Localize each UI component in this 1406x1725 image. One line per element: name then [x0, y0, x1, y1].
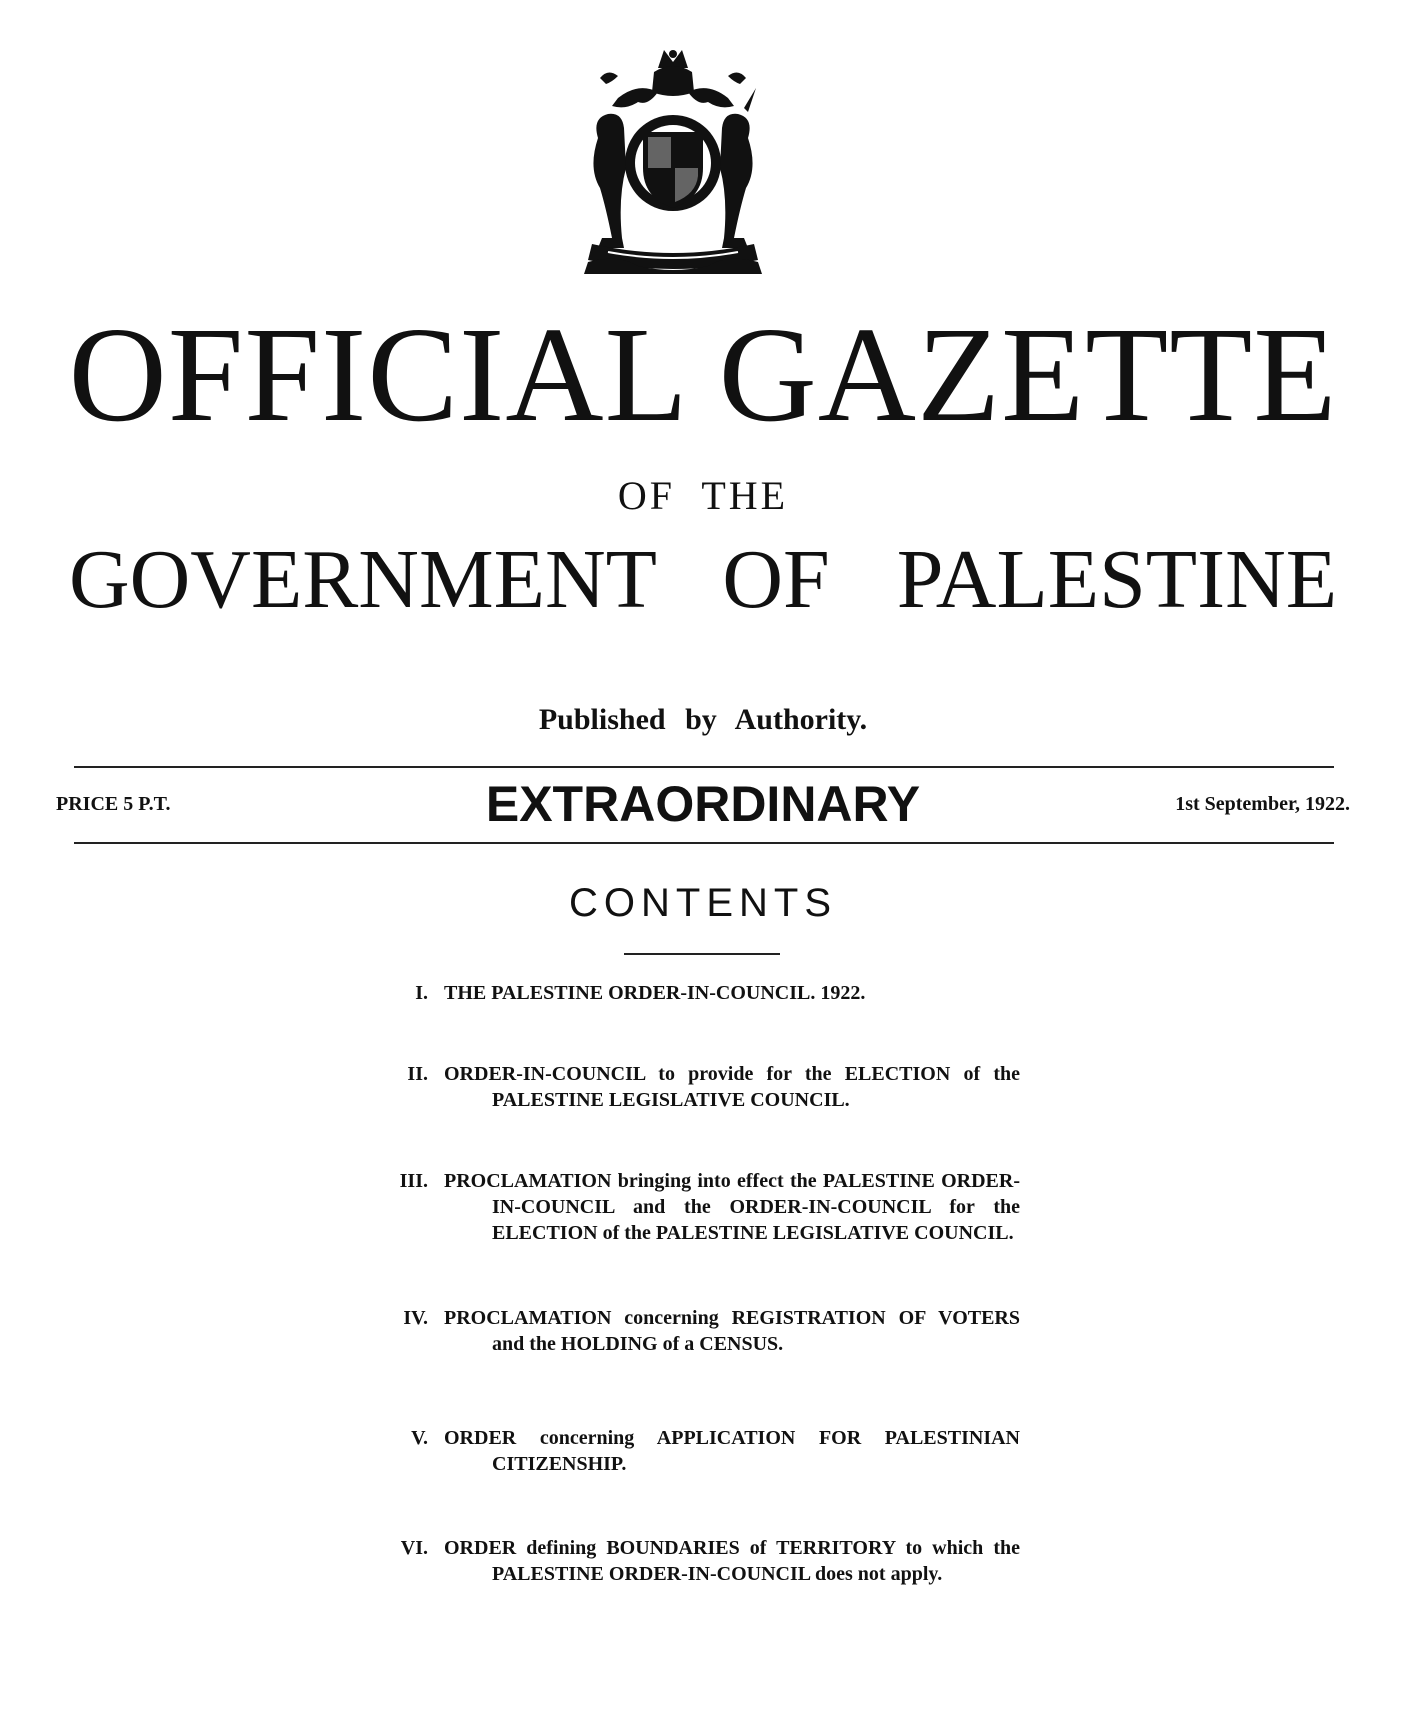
- contents-item-2: [380, 1061, 1020, 1113]
- item-number: I.: [415, 982, 428, 1004]
- item-text: ORDER concerning APPLICATION FOR PALESTINIAN CITIZENSHIP.: [444, 1427, 1020, 1475]
- item-text: PROCLAMATION bringing into effect the PALESTINE ORDER-IN-COUNCIL and the ORDER-IN-COUNCIL for the ELECTION of the PALESTINE LEGISLATIVE COUNCIL.: [444, 1170, 1020, 1244]
- contents-item-4: [380, 1305, 1020, 1357]
- item-number: IV.: [403, 1307, 428, 1329]
- header-rule-bottom: [74, 842, 1334, 844]
- contents-item-5: [380, 1425, 1020, 1477]
- gazette-title: OFFICIAL GAZETTE: [68, 300, 1338, 450]
- header-rule-top: [74, 766, 1334, 768]
- contents-divider: [624, 953, 780, 955]
- item-text: ORDER defining BOUNDARIES of TERRITORY to which the PALESTINE ORDER-IN-COUNCIL does not apply.: [444, 1537, 1020, 1585]
- published-by-authority: Published by Authority.: [538, 703, 868, 736]
- item-text: PROCLAMATION concerning REGISTRATION OF VOTERS and the HOLDING of a CENSUS.: [444, 1307, 1020, 1355]
- contents-item-3: [380, 1168, 1020, 1246]
- issue-price: PRICE 5 P.T.: [56, 793, 171, 815]
- item-text: ORDER-IN-COUNCIL to provide for the ELECTION of the PALESTINE LEGISLATIVE COUNCIL.: [444, 1063, 1020, 1111]
- contents-item-6: [380, 1535, 1020, 1587]
- edition-label: EXTRAORDINARY: [485, 776, 921, 832]
- government-name: GOVERNMENT OF PALESTINE: [68, 533, 1338, 626]
- item-number: VI.: [400, 1537, 428, 1559]
- issue-date: 1st September, 1922.: [1175, 793, 1350, 815]
- item-text: THE PALESTINE ORDER-IN-COUNCIL. 1922.: [444, 982, 866, 1004]
- item-number: III.: [399, 1170, 428, 1192]
- contents-item-1: [380, 980, 1020, 1006]
- royal-coat-of-arms-icon: [578, 48, 768, 276]
- title-connector: OF THE: [617, 473, 789, 518]
- item-number: II.: [407, 1063, 428, 1085]
- contents-heading: CONTENTS: [569, 881, 837, 925]
- item-number: V.: [411, 1427, 428, 1449]
